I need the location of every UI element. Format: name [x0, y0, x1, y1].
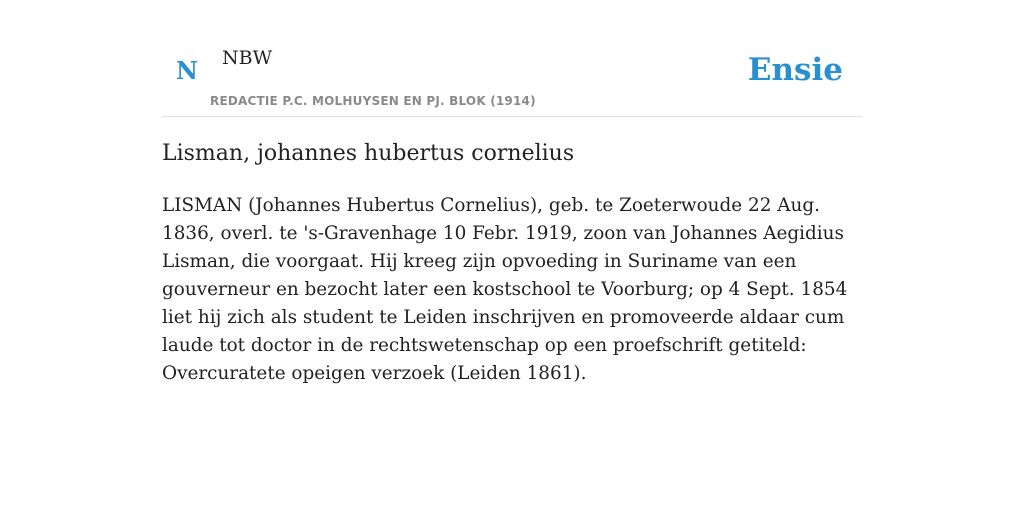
site-header: [162, 0, 862, 117]
ensie-brand-logo[interactable]: Ensie: [747, 52, 843, 88]
article-title: Lisman, johannes hubertus cornelius: [162, 141, 575, 166]
site-name-link[interactable]: NBW: [222, 47, 273, 69]
editorial-subtitle: REDACTIE P.C. MOLHUYSEN EN PJ. BLOK (1914): [210, 94, 536, 108]
nbw-logo[interactable]: N: [176, 56, 198, 85]
article-body: LISMAN (Johannes Hubertus Cornelius), geb. te Zoeterwoude 22 Aug. 1836, overl. te 's-Gravenhage 10 Febr. 1919, zoon van Johannes Aegidius Lisman, die voorgaat. Hij kreeg zijn opvoeding in Suriname van een gouverneur en bezocht later een kostschool te Voorburg; op 4 Sept. 1854 liet hij zich als student te Leiden inschrijven en promoveerde aldaar cum laude tot doctor in de rechtswetenschap op een proefschrift getiteld: Overcuratete opeigen verzoek (Leiden 1861).: [162, 195, 848, 384]
